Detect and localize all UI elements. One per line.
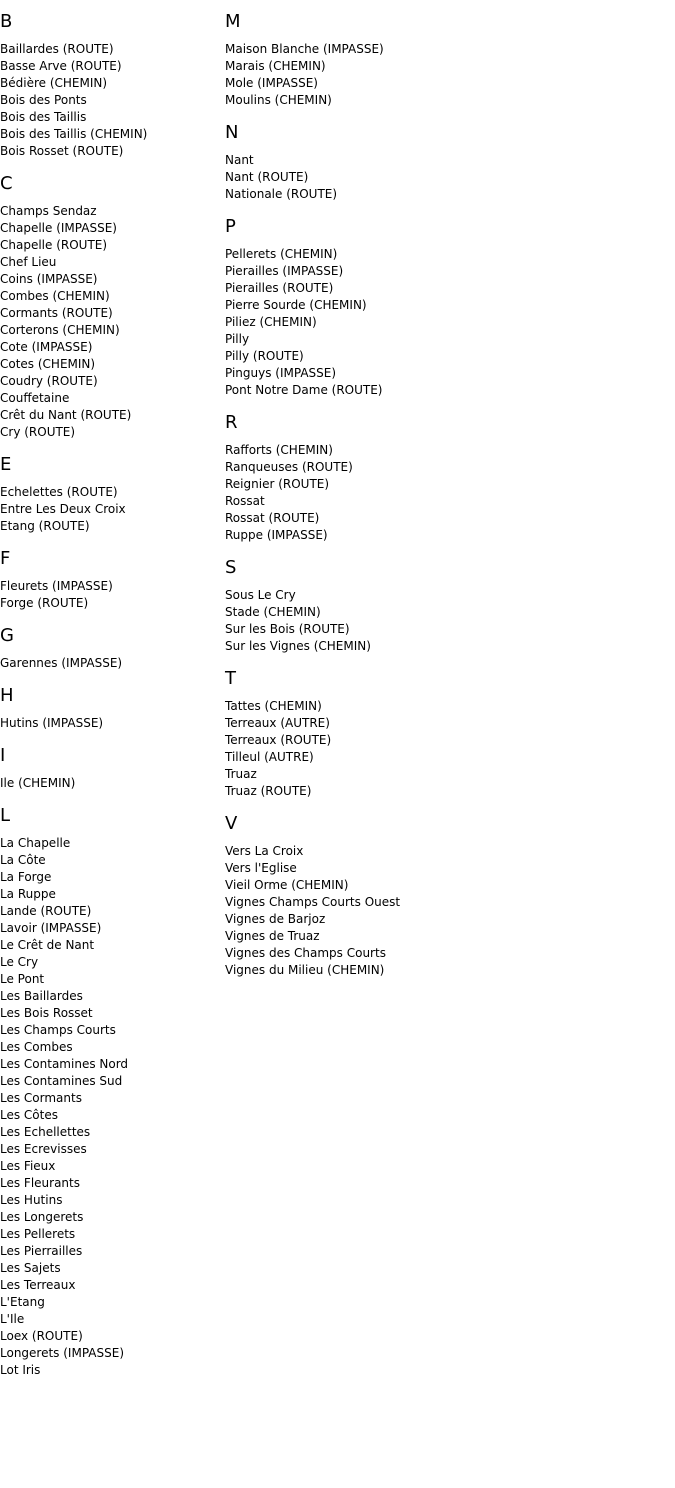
street-item: Ruppe (IMPASSE) bbox=[225, 528, 328, 542]
street-item: Bois des Taillis (CHEMIN) bbox=[0, 127, 148, 141]
street-item: Les Ecrevisses bbox=[0, 1142, 87, 1156]
street-item: Les Pierrailles bbox=[0, 1244, 83, 1258]
letter-group-v bbox=[225, 813, 525, 979]
street-item: La Ruppe bbox=[0, 887, 56, 901]
street-list bbox=[0, 835, 220, 1379]
street-item: Tilleul (AUTRE) bbox=[225, 750, 314, 764]
street-item: Vers l'Eglise bbox=[225, 861, 297, 875]
street-item: Echelettes (ROUTE) bbox=[0, 485, 118, 499]
street-item: Lande (ROUTE) bbox=[0, 904, 92, 918]
street-item: Crêt du Nant (ROUTE) bbox=[0, 408, 132, 422]
letter-group-r bbox=[225, 412, 525, 544]
street-item: Le Crêt de Nant bbox=[0, 938, 95, 952]
street-item: Bois des Taillis bbox=[0, 110, 87, 124]
letter-group-f bbox=[0, 548, 220, 612]
street-item: Les Terreaux bbox=[0, 1278, 76, 1292]
street-item: Tattes (CHEMIN) bbox=[225, 699, 322, 713]
street-item: Combes (CHEMIN) bbox=[0, 289, 110, 303]
street-item: Les Fieux bbox=[0, 1159, 56, 1173]
street-item: Coins (IMPASSE) bbox=[0, 272, 98, 286]
street-list bbox=[225, 698, 525, 800]
street-item: Ranqueuses (ROUTE) bbox=[225, 460, 353, 474]
street-item: Ile (CHEMIN) bbox=[0, 776, 76, 790]
street-item: Les Cormants bbox=[0, 1091, 82, 1105]
street-item: Chapelle (IMPASSE) bbox=[0, 221, 117, 235]
letter-heading: L bbox=[0, 805, 11, 826]
street-item: Pont Notre Dame (ROUTE) bbox=[225, 383, 383, 397]
street-item: Les Combes bbox=[0, 1040, 73, 1054]
letter-group-m bbox=[225, 11, 525, 109]
letter-group-t bbox=[225, 668, 525, 800]
street-item: Cotes (CHEMIN) bbox=[0, 357, 96, 371]
letter-group-c bbox=[0, 173, 220, 441]
street-item: Moulins (CHEMIN) bbox=[225, 93, 332, 107]
street-item: Les Sajets bbox=[0, 1261, 61, 1275]
street-item: Bois Rosset (ROUTE) bbox=[0, 144, 124, 158]
street-item: Nationale (ROUTE) bbox=[225, 187, 338, 201]
letter-heading: S bbox=[225, 557, 237, 578]
letter-heading: H bbox=[0, 685, 14, 706]
street-list bbox=[225, 587, 525, 655]
letter-heading: B bbox=[0, 11, 13, 32]
street-list bbox=[0, 203, 220, 441]
street-item: Mole (IMPASSE) bbox=[225, 76, 318, 90]
street-item: Lavoir (IMPASSE) bbox=[0, 921, 102, 935]
street-item: Coudry (ROUTE) bbox=[0, 374, 98, 388]
street-list bbox=[0, 655, 220, 672]
letter-group-s bbox=[225, 557, 525, 655]
letter-group-i bbox=[0, 745, 220, 792]
street-item: Les Pellerets bbox=[0, 1227, 76, 1241]
street-item: Pilly bbox=[225, 332, 250, 346]
street-item: Marais (CHEMIN) bbox=[225, 59, 326, 73]
left-column bbox=[0, 0, 220, 1392]
street-item: La Forge bbox=[0, 870, 52, 884]
street-item: Terreaux (ROUTE) bbox=[225, 733, 332, 747]
street-item: Les Baillardes bbox=[0, 989, 83, 1003]
street-item: Pierre Sourde (CHEMIN) bbox=[225, 298, 367, 312]
street-item: Pierailles (ROUTE) bbox=[225, 281, 334, 295]
street-list bbox=[225, 152, 525, 203]
street-item: Cote (IMPASSE) bbox=[0, 340, 93, 354]
street-item: Pierailles (IMPASSE) bbox=[225, 264, 344, 278]
letter-heading: F bbox=[0, 548, 11, 569]
street-item: Longerets (IMPASSE) bbox=[0, 1346, 124, 1360]
letter-heading: M bbox=[225, 11, 241, 32]
street-item: Chapelle (ROUTE) bbox=[0, 238, 108, 252]
street-item: Loex (ROUTE) bbox=[0, 1329, 83, 1343]
street-item: Vieil Orme (CHEMIN) bbox=[225, 878, 349, 892]
street-item: Couffetaine bbox=[0, 391, 70, 405]
street-list bbox=[0, 578, 220, 612]
street-list bbox=[225, 246, 525, 399]
street-list bbox=[225, 41, 525, 109]
letter-heading: N bbox=[225, 122, 239, 143]
street-item: Cormants (ROUTE) bbox=[0, 306, 113, 320]
street-item: Pilly (ROUTE) bbox=[225, 349, 304, 363]
street-item: Fleurets (IMPASSE) bbox=[0, 579, 113, 593]
letter-heading: E bbox=[0, 454, 12, 475]
street-item: Vignes de Truaz bbox=[225, 929, 320, 943]
street-item: Chef Lieu bbox=[0, 255, 57, 269]
street-item: Les Longerets bbox=[0, 1210, 84, 1224]
street-item: Forge (ROUTE) bbox=[0, 596, 89, 610]
street-item: Baillardes (ROUTE) bbox=[0, 42, 114, 56]
letter-heading: P bbox=[225, 216, 236, 237]
street-item: Vignes de Barjoz bbox=[225, 912, 326, 926]
street-item: Pellerets (CHEMIN) bbox=[225, 247, 338, 261]
street-item: Rossat bbox=[225, 494, 265, 508]
street-item: Les Hutins bbox=[0, 1193, 63, 1207]
street-item: Nant (ROUTE) bbox=[225, 170, 309, 184]
letter-group-p bbox=[225, 216, 525, 399]
street-item: Rossat (ROUTE) bbox=[225, 511, 320, 525]
street-item: Nant bbox=[225, 153, 254, 167]
letter-heading: V bbox=[225, 813, 238, 834]
street-item: Rafforts (CHEMIN) bbox=[225, 443, 333, 457]
street-item: Pinguys (IMPASSE) bbox=[225, 366, 337, 380]
street-item: Bois des Ponts bbox=[0, 93, 87, 107]
street-list bbox=[0, 484, 220, 535]
letter-group-e bbox=[0, 454, 220, 535]
letter-group-b bbox=[0, 11, 220, 160]
street-item: Lot Iris bbox=[0, 1363, 41, 1377]
street-item: Maison Blanche (IMPASSE) bbox=[225, 42, 384, 56]
street-item: Les Echellettes bbox=[0, 1125, 91, 1139]
street-item: Sur les Bois (ROUTE) bbox=[225, 622, 350, 636]
street-item: Truaz bbox=[225, 767, 257, 781]
street-item: Les Fleurants bbox=[0, 1176, 80, 1190]
letter-heading: G bbox=[0, 625, 14, 646]
street-item: Piliez (CHEMIN) bbox=[225, 315, 317, 329]
letter-group-h bbox=[0, 685, 220, 732]
street-item: Hutins (IMPASSE) bbox=[0, 716, 104, 730]
letter-heading: R bbox=[225, 412, 238, 433]
street-item: L'Etang bbox=[0, 1295, 45, 1309]
street-item: Les Contamines Sud bbox=[0, 1074, 123, 1088]
street-item: La Chapelle bbox=[0, 836, 71, 850]
street-item: Entre Les Deux Croix bbox=[0, 502, 126, 516]
street-list bbox=[0, 715, 220, 732]
street-item: Truaz (ROUTE) bbox=[225, 784, 312, 798]
street-item: Vers La Croix bbox=[225, 844, 304, 858]
street-item: Les Contamines Nord bbox=[0, 1057, 129, 1071]
street-item: Vignes du Milieu (CHEMIN) bbox=[225, 963, 385, 977]
street-item: La Côte bbox=[0, 853, 46, 867]
street-item: Cry (ROUTE) bbox=[0, 425, 76, 439]
letter-heading: I bbox=[0, 745, 6, 766]
street-list bbox=[0, 775, 220, 792]
letter-group-n bbox=[225, 122, 525, 203]
street-item: Vignes Champs Courts Ouest bbox=[225, 895, 401, 909]
street-item: Terreaux (AUTRE) bbox=[225, 716, 330, 730]
letter-group-g bbox=[0, 625, 220, 672]
street-item: Le Pont bbox=[0, 972, 45, 986]
letter-group-l bbox=[0, 805, 220, 1379]
street-item: Stade (CHEMIN) bbox=[225, 605, 321, 619]
street-list bbox=[225, 442, 525, 544]
street-item: Les Côtes bbox=[0, 1108, 58, 1122]
street-item: Etang (ROUTE) bbox=[0, 519, 90, 533]
street-item: Garennes (IMPASSE) bbox=[0, 656, 123, 670]
street-item: Corterons (CHEMIN) bbox=[0, 323, 120, 337]
street-item: Basse Arve (ROUTE) bbox=[0, 59, 122, 73]
street-item: Vignes des Champs Courts bbox=[225, 946, 386, 960]
street-item: Sous Le Cry bbox=[225, 588, 296, 602]
street-item: Les Champs Courts bbox=[0, 1023, 116, 1037]
street-item: Bédière (CHEMIN) bbox=[0, 76, 108, 90]
letter-heading: C bbox=[0, 173, 13, 194]
street-item: Sur les Vignes (CHEMIN) bbox=[225, 639, 371, 653]
street-item: Reignier (ROUTE) bbox=[225, 477, 330, 491]
street-item: Champs Sendaz bbox=[0, 204, 97, 218]
street-list bbox=[225, 843, 525, 979]
letter-heading: T bbox=[225, 668, 236, 689]
street-item: Les Bois Rosset bbox=[0, 1006, 93, 1020]
right-column bbox=[225, 0, 525, 992]
street-item: Le Cry bbox=[0, 955, 39, 969]
street-list bbox=[0, 41, 220, 160]
street-item: L'Ile bbox=[0, 1312, 25, 1326]
